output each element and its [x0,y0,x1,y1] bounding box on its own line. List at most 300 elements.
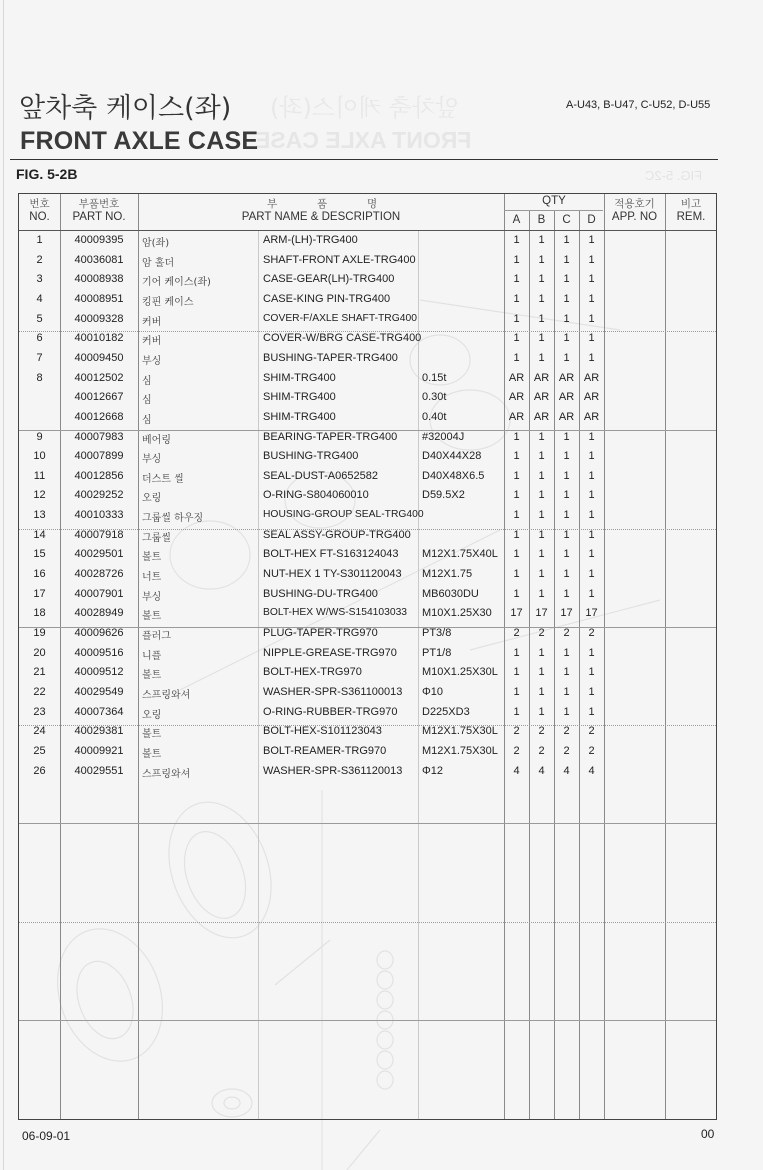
qty-b: 1 [538,705,545,718]
item-number: 24 [33,725,46,738]
show-through-ghost-text-en: FRONT AXLE CASE [255,127,472,153]
qty-c: 4 [563,764,570,777]
part-number: 40012502 [74,371,124,384]
table-row [19,391,716,411]
table-row [19,666,716,686]
qty-c: 1 [563,587,570,600]
table-row [19,313,716,333]
header-remark-ko: 비고 [680,198,702,210]
qty-b: 1 [538,234,545,246]
table-row [19,470,716,490]
part-number: 40007899 [74,450,124,463]
qty-a: 1 [513,705,520,718]
header-part-name: PART NAME & DESCRIPTION [241,211,401,223]
qty-b: 1 [538,469,545,482]
part-spec: 0.15t [422,371,447,384]
part-name: CASE-KING PIN-TRG400 [263,292,391,305]
part-number: 40010182 [74,332,124,345]
qty-c: 1 [563,312,570,325]
header-name-ko-1: 부 [267,198,278,210]
header-qty-c: C [562,214,571,226]
qty-d: 1 [588,312,595,325]
qty-b: 1 [538,666,545,679]
qty-a: 1 [513,489,520,502]
footer-page-number: 00 [701,1127,715,1141]
qty-c: 1 [563,528,570,541]
table-row [19,568,716,588]
item-number: 18 [33,607,46,620]
qty-c: 1 [563,666,570,679]
table-row [19,372,716,392]
part-name: BOLT-HEX-TRG970 [263,666,362,679]
part-name-korean: 부싱 [142,591,162,603]
qty-a: 1 [513,646,520,659]
table-row [19,411,716,431]
show-through-ghost-text: 앞차축 케이스(좌) [270,94,459,122]
qty-a: 4 [513,764,520,777]
part-spec: D59.5X2 [422,489,465,502]
qty-a: 1 [513,685,520,698]
qty-c: 1 [563,332,570,345]
qty-b: 1 [538,332,545,345]
table-row [19,273,716,293]
qty-b: 1 [538,685,545,698]
part-name-korean: 기어 케이스(좌) [142,277,211,289]
part-number: 40029381 [74,725,124,738]
part-number: 40007364 [74,705,124,718]
qty-b: 1 [538,587,545,600]
qty-d: AR [583,391,600,404]
qty-a: 1 [513,450,520,463]
part-name-korean: 부싱 [142,454,162,466]
part-spec: M10X1.25X30 [422,607,492,620]
qty-d: 1 [588,685,595,698]
qty-a: AR [508,391,525,404]
qty-b: 1 [538,548,545,561]
qty-a: 1 [513,509,520,522]
part-number: 40012856 [74,469,124,482]
qty-c: 1 [563,351,570,364]
qty-d: 1 [588,450,595,463]
group-separator [19,1020,716,1021]
qty-d: 1 [588,666,595,679]
qty-d: 1 [588,273,595,286]
qty-c: 1 [563,430,570,443]
part-name-korean: 스프링와셔 [142,768,191,780]
qty-d: 1 [588,351,595,364]
header-app-no-ko: 적용호기 [614,198,655,210]
qty-c: 2 [563,744,570,757]
part-name: BOLT-HEX-S101123043 [263,725,382,738]
part-name-korean: 플러그 [142,631,171,642]
part-spec: Φ12 [422,764,444,777]
part-spec: MB6030DU [422,587,479,600]
qty-b: 2 [538,725,545,738]
table-row [19,607,716,627]
group-separator [19,823,716,824]
part-name-korean: 볼트 [142,611,162,623]
qty-b: 1 [538,312,545,325]
qty-b: 1 [538,489,545,502]
part-name-korean: 커버 [142,316,162,328]
item-number: 1 [36,234,43,246]
item-number: 26 [33,764,46,777]
part-number: 40012667 [74,391,124,404]
group-separator [19,922,716,924]
table-row [19,450,716,470]
qty-a: 2 [513,725,520,738]
item-number: 5 [36,312,43,325]
qty-a: 1 [513,312,520,325]
part-spec: M12X1.75X30L [422,725,498,738]
part-number: 40008951 [74,292,124,305]
header-name-ko-2: 품 [317,198,328,210]
part-spec: M12X1.75X40L [422,548,498,561]
qty-a: 1 [513,253,520,266]
part-name-korean: 볼트 [142,729,162,741]
item-number: 2 [36,253,43,266]
part-name-korean: 그룹씰 하우징 [142,513,204,525]
page-edge [3,0,4,1170]
qty-c: 1 [563,489,570,502]
part-name-korean: 너트 [142,572,162,584]
part-name-korean: 스프링와셔 [142,689,191,701]
applicable-models: A-U43, B-U47, C-U52, D-U55 [566,99,711,111]
qty-b: AR [533,371,550,384]
qty-a: 1 [513,234,520,246]
part-spec: M12X1.75X30L [422,744,498,757]
qty-c: 1 [563,685,570,698]
item-number: 21 [33,666,46,679]
header-bottom-line [19,230,716,231]
part-name: PLUG-TAPER-TRG970 [263,627,378,639]
part-name-korean: 오링 [142,493,162,505]
part-spec: Φ10 [422,685,444,698]
part-spec: 0.40t [422,410,447,423]
part-number: 40028949 [74,607,124,620]
part-spec: #32004J [422,430,465,443]
qty-a: 1 [513,351,520,364]
qty-c: 1 [563,469,570,482]
table-row [19,431,716,451]
item-number: 14 [33,528,46,541]
qty-c: AR [558,371,575,384]
header-part-no: PART NO. [72,211,126,223]
table-row [19,627,716,647]
part-name-korean: 니플 [142,650,162,662]
table-row [19,745,716,765]
qty-c: 1 [563,450,570,463]
part-number: 40009921 [74,744,124,757]
qty-b: 1 [538,273,545,286]
part-name-korean: 볼트 [142,552,162,564]
qty-c: AR [558,410,575,423]
item-number: 7 [36,351,43,364]
table-row [19,548,716,568]
item-number: 23 [33,705,46,718]
table-row [19,509,716,529]
qty-subheader-line [504,210,603,211]
part-name: O-RING-S804060010 [263,489,369,502]
qty-c: 1 [563,253,570,266]
qty-c: 2 [563,725,570,738]
table-row [19,332,716,352]
qty-b: 1 [538,351,545,364]
qty-c: 1 [563,548,570,561]
part-spec: M12X1.75 [422,568,473,581]
qty-a: 1 [513,469,520,482]
part-number: 40036081 [74,253,124,266]
part-number: 40009626 [74,627,124,639]
table-row [19,234,716,254]
qty-c: 1 [563,705,570,718]
qty-b: 2 [538,744,545,757]
table-row [19,647,716,667]
part-name: ARM-(LH)-TRG400 [263,234,358,246]
part-number: 40029501 [74,548,124,561]
item-number: 15 [33,548,46,561]
page-title-english: FRONT AXLE CASE [20,127,259,155]
part-number: 40007901 [74,587,124,600]
qty-d: 1 [588,253,595,266]
header-no: NO. [29,211,50,223]
item-number: 8 [36,371,43,384]
qty-c: 1 [563,646,570,659]
table-row [19,765,716,785]
part-name: SHAFT-FRONT AXLE-TRG400 [263,253,416,266]
part-spec: D225XD3 [422,705,470,718]
qty-a: AR [508,371,525,384]
part-name-korean: 더스트 씰 [142,473,184,485]
qty-b: 1 [538,568,545,581]
header-part-no-ko: 부품번호 [78,198,120,210]
part-name: O-RING-RUBBER-TRG970 [263,705,398,718]
part-name: SHIM-TRG400 [263,371,336,384]
qty-b: 1 [538,292,545,305]
part-name-korean: 심 [142,414,152,426]
item-number: 11 [33,469,46,482]
header-remark: REM. [676,211,706,223]
part-name: BOLT-HEX W/WS-S154103033 [263,607,408,619]
qty-b: 1 [538,646,545,659]
qty-b: AR [533,391,550,404]
figure-number: FIG. 5-2B [16,166,78,182]
qty-a: 1 [513,587,520,600]
table-row [19,529,716,549]
part-number: 40012668 [74,410,124,423]
qty-b: 1 [538,528,545,541]
header-qty: QTY [542,195,566,207]
qty-d: 1 [588,489,595,502]
qty-d: 1 [588,332,595,345]
part-name: SEAL-DUST-A0652582 [263,469,378,482]
part-number: 40010333 [74,509,124,522]
item-number: 16 [33,568,46,581]
qty-d: 1 [588,234,595,246]
table-row [19,686,716,706]
part-name: WASHER-SPR-S361120013 [263,764,403,777]
table-row [19,706,716,726]
part-spec: PT1/8 [422,646,452,659]
part-number: 40029551 [74,764,124,777]
qty-d: 1 [588,646,595,659]
part-name-korean: 볼트 [142,670,162,682]
qty-d: 1 [588,292,595,305]
qty-a: AR [508,410,525,423]
part-name-korean: 심 [142,395,152,407]
qty-c: 1 [563,568,570,581]
qty-d: 4 [588,764,595,777]
part-spec: PT3/8 [422,627,452,639]
qty-d: 1 [588,509,595,522]
qty-a: 2 [513,744,520,757]
header-qty-b: B [537,214,546,226]
part-name: HOUSING-GROUP SEAL-TRG400 [263,509,424,521]
table-row [19,725,716,745]
qty-a: 1 [513,332,520,345]
item-number: 10 [33,450,46,463]
page-title-korean: 앞차축 케이스(좌) [19,93,232,124]
qty-a: 2 [513,627,520,639]
header-qty-a: A [512,214,521,226]
qty-d: 1 [588,548,595,561]
part-name: BOLT-REAMER-TRG970 [263,744,387,757]
part-name: NUT-HEX 1 TY-S301120043 [263,568,402,581]
part-number: 40009450 [74,351,124,364]
qty-b: 17 [535,607,548,620]
qty-a: 1 [513,273,520,286]
qty-a: 1 [513,666,520,679]
item-number: 13 [33,509,46,522]
part-spec: D40X44X28 [422,450,482,463]
part-name-korean: 그룹씰 [142,532,171,544]
part-spec: D40X48X6.5 [422,469,485,482]
part-name-korean: 커버 [142,336,162,348]
part-name-korean: 암 홀더 [142,257,175,269]
qty-c: 1 [563,234,570,246]
part-name: CASE-GEAR(LH)-TRG400 [263,273,395,286]
part-name: SHIM-TRG400 [263,410,336,423]
header-name-ko-3: 명 [367,198,378,210]
qty-a: 1 [513,292,520,305]
qty-c: 17 [560,607,573,620]
qty-b: 1 [538,253,545,266]
qty-a: 1 [513,568,520,581]
part-number: 40009395 [74,234,124,246]
table-row [19,293,716,313]
item-number: 3 [36,273,43,286]
item-number: 9 [36,430,43,443]
footer-date: 06-09-01 [22,1129,71,1143]
item-number: 12 [33,489,46,502]
part-name: BOLT-HEX FT-S163124043 [263,548,399,561]
parts-table [18,193,717,1120]
header-no-ko: 번호 [29,198,50,210]
part-number: 40009516 [74,646,124,659]
part-number: 40008938 [74,273,124,286]
qty-c: 2 [563,627,570,639]
table-row [19,588,716,608]
qty-d: 1 [588,587,595,600]
qty-b: 1 [538,509,545,522]
header-qty-d: D [587,214,596,226]
qty-c: 1 [563,509,570,522]
part-name: SEAL ASSY-GROUP-TRG400 [263,528,411,541]
qty-d: 1 [588,430,595,443]
qty-b: 1 [538,430,545,443]
part-name-korean: 오링 [142,709,162,721]
part-number: 40009328 [74,312,124,325]
part-name: BUSHING-TRG400 [263,450,359,463]
qty-d: 1 [588,469,595,482]
part-name-korean: 베어링 [142,434,171,446]
qty-d: 2 [588,725,595,738]
part-name: COVER-W/BRG CASE-TRG400 [263,332,422,345]
part-number: 40028726 [74,568,124,581]
qty-a: 1 [513,430,520,443]
part-number: 40029252 [74,489,124,502]
qty-c: 1 [563,292,570,305]
part-name: SHIM-TRG400 [263,391,336,404]
part-number: 40007918 [74,528,124,541]
part-number: 40009512 [74,666,124,679]
part-number: 40007983 [74,430,124,443]
qty-d: 1 [588,568,595,581]
qty-d: 17 [585,607,598,620]
part-name: BUSHING-TAPER-TRG400 [263,351,398,364]
part-name: WASHER-SPR-S361100013 [263,685,403,698]
qty-b: 1 [538,450,545,463]
part-name-korean: 심 [142,375,152,387]
show-through-ghost-fig: FIG. 5-2C [645,168,703,183]
part-name: COVER-F/AXLE SHAFT-TRG400 [263,312,417,324]
qty-b: AR [533,410,550,423]
part-name: NIPPLE-GREASE-TRG970 [263,646,397,659]
part-number: 40029549 [74,685,124,698]
part-spec: M10X1.25X30L [422,666,498,679]
header-app-no: APP. NO [611,211,658,223]
qty-d: 1 [588,528,595,541]
qty-d: AR [583,410,600,423]
item-number: 17 [33,587,46,600]
part-name: BEARING-TAPER-TRG400 [263,430,398,443]
part-name-korean: 부싱 [142,355,162,367]
part-name-korean: 킹핀 케이스 [142,296,194,308]
table-row [19,489,716,509]
part-name: BUSHING-DU-TRG400 [263,587,378,600]
qty-d: 2 [588,627,595,639]
qty-b: 4 [538,764,545,777]
part-name-korean: 볼트 [142,748,162,760]
item-number: 25 [33,744,46,757]
qty-b: 2 [538,627,545,639]
qty-c: AR [558,391,575,404]
qty-a: 17 [510,607,523,620]
qty-c: 1 [563,273,570,286]
item-number: 19 [33,627,46,639]
item-number: 22 [33,685,46,698]
qty-d: AR [583,371,600,384]
part-name-korean: 암(좌) [142,238,170,249]
qty-d: 1 [588,705,595,718]
title-divider [10,159,718,160]
item-number: 4 [36,292,43,305]
qty-d: 2 [588,744,595,757]
table-row [19,254,716,274]
item-number: 6 [36,332,43,345]
qty-a: 1 [513,528,520,541]
item-number: 20 [33,646,46,659]
